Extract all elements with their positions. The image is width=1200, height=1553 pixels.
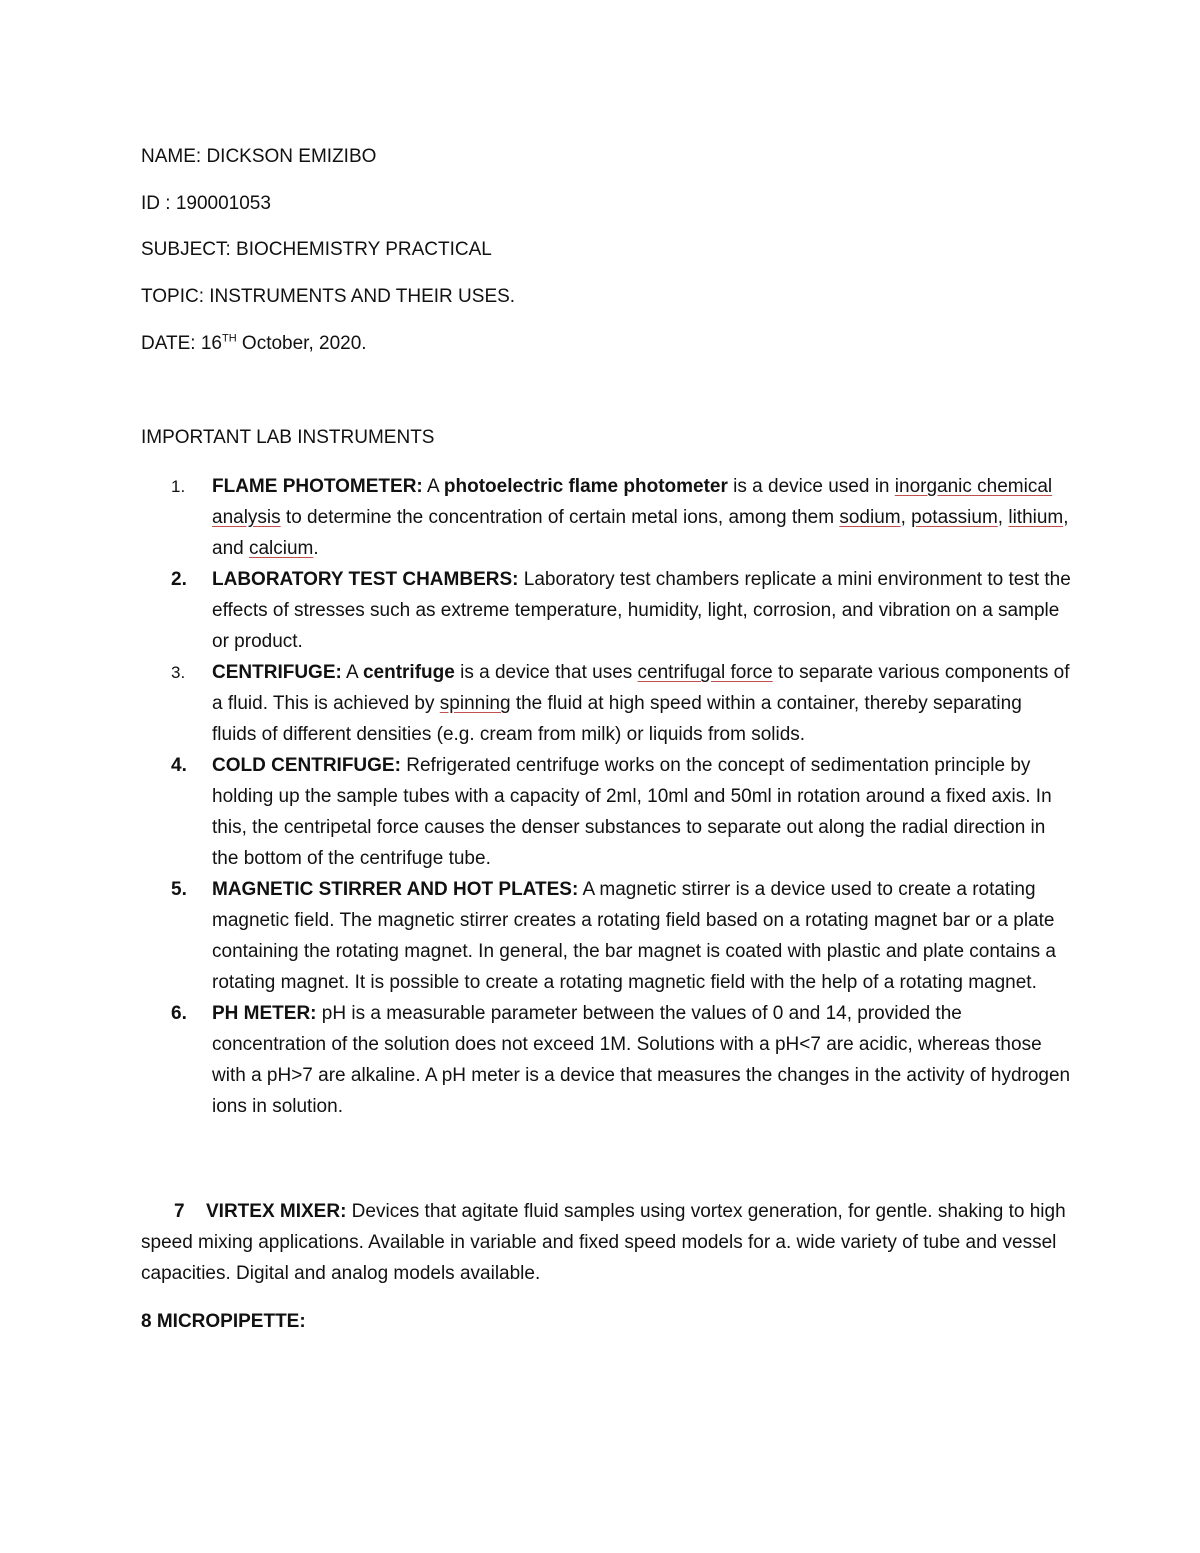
item-text: Laboratory test chambers replicate a mini environment to test the effects of stresses such as extreme temperature, humidity, light, corrosion, and vibration on a sample or product. — [212, 569, 1071, 652]
item-title: MAGNETIC STIRRER AND HOT PLATES: — [212, 879, 579, 900]
item-text: . — [313, 538, 319, 559]
item-title: CENTRIFUGE: — [212, 662, 342, 683]
list-item-flame-photometer — [141, 471, 1071, 564]
item-text: , — [997, 507, 1009, 528]
list-number: 4. — [171, 755, 187, 776]
item-text: , — [900, 507, 912, 528]
link-potassium[interactable]: potassium — [911, 507, 998, 528]
list-item-magnetic-stirrer — [141, 874, 1071, 998]
topic-line: TOPIC: INSTRUMENTS AND THEIR USES. — [141, 286, 516, 307]
item-title: FLAME PHOTOMETER: — [212, 476, 423, 497]
item-text: Refrigerated centrifuge works on the concept of sedimentation principle by holding up the sample tubes with a capacity of 2ml, 10ml and 50ml in rotation around a fixed axis. In this, the centripetal force causes the denser substances to separate out along the radial direction in the bottom of the centrifuge tube. — [212, 755, 1052, 869]
list-number: 1. — [171, 477, 186, 496]
item-text: to determine the concentration of certain metal ions, among them — [280, 507, 840, 528]
item-text: A — [341, 662, 363, 683]
item-bold-term: photoelectric flame photometer — [443, 476, 728, 497]
item-title: VIRTEX MIXER: — [206, 1201, 347, 1222]
link-calcium[interactable]: calcium — [248, 538, 314, 559]
link-lithium[interactable]: lithium — [1008, 507, 1064, 528]
item-text: is a device used in — [727, 476, 895, 497]
list-item-centrifuge — [141, 657, 1071, 750]
date-line — [141, 332, 367, 356]
list-number: 2. — [171, 569, 187, 590]
link-centrifugal-force[interactable]: centrifugal force — [637, 662, 773, 683]
link-spinning[interactable]: spinning — [439, 693, 511, 714]
student-name: NAME: DICKSON EMIZIBO — [141, 146, 377, 167]
list-number: 3. — [171, 663, 186, 682]
item-text: is a device that uses — [454, 662, 638, 683]
item-title: COLD CENTRIFUGE: — [212, 755, 401, 776]
item-text: to separate various components of a fluid. This is achieved by — [212, 662, 1070, 714]
list-item-ph-meter — [141, 998, 1071, 1122]
list-number: 6. — [171, 1003, 187, 1024]
link-inorganic-chemical-analysis[interactable]: inorganic chemical analysis — [212, 476, 1053, 528]
item-text: A — [422, 476, 444, 497]
list-item-laboratory-test-chambers — [141, 564, 1071, 657]
item-title: PH METER: — [212, 1003, 317, 1024]
date-superscript: TH — [221, 332, 237, 345]
instrument-list — [141, 471, 1071, 1122]
item-text: the fluid at high speed within a container, thereby separating fluids of different densities (e.g. cream from milk) or liquids from solids. — [212, 693, 1022, 745]
item-text: pH is a measurable parameter between the values of 0 and 14, provided the concentration of the solution does not exceed 1M. Solutions with a pH<7 are acidic, whereas those with a pH>7 are alkaline. A pH meter is a device that measures the changes in the activity of hydrogen ions in solution. — [212, 1003, 1071, 1117]
item-title: LABORATORY TEST CHAMBERS: — [212, 569, 519, 590]
subject-line: SUBJECT: BIOCHEMISTRY PRACTICAL — [141, 239, 492, 260]
student-id: ID : 190001053 — [141, 193, 271, 214]
item-text: A magnetic stirrer is a device used to create a rotating magnetic field. The magnetic stirrer creates a rotating field based on a rotating magnet bar or a plate containing the rotating magnet. In general, the bar magnet is coated with plastic and plate contains a rotating magnet. It is possible to create a rotating magnetic field with the help of a rotating magnet. — [212, 879, 1056, 993]
section-title: IMPORTANT LAB INSTRUMENTS — [141, 427, 435, 448]
item-text: , and — [212, 507, 1069, 559]
item-bold-term: centrifuge — [362, 662, 455, 683]
paragraph-vortex-mixer — [141, 1196, 1071, 1289]
date-suffix: October, 2020. — [236, 333, 367, 354]
list-number: 7 — [174, 1201, 185, 1222]
date-prefix: DATE: 16 — [141, 333, 222, 354]
item-text: Devices that agitate fluid samples using vortex generation, for gentle. shaking to high speed mixing applications. Available in variable and fixed speed models for a. wide variety of tube and vessel capacities. Digital and analog models available. — [141, 1201, 1066, 1284]
link-sodium[interactable]: sodium — [839, 507, 901, 528]
list-number: 5. — [171, 879, 187, 900]
heading-micropipette: 8 MICROPIPETTE: — [141, 1311, 306, 1332]
list-item-cold-centrifuge — [141, 750, 1071, 874]
